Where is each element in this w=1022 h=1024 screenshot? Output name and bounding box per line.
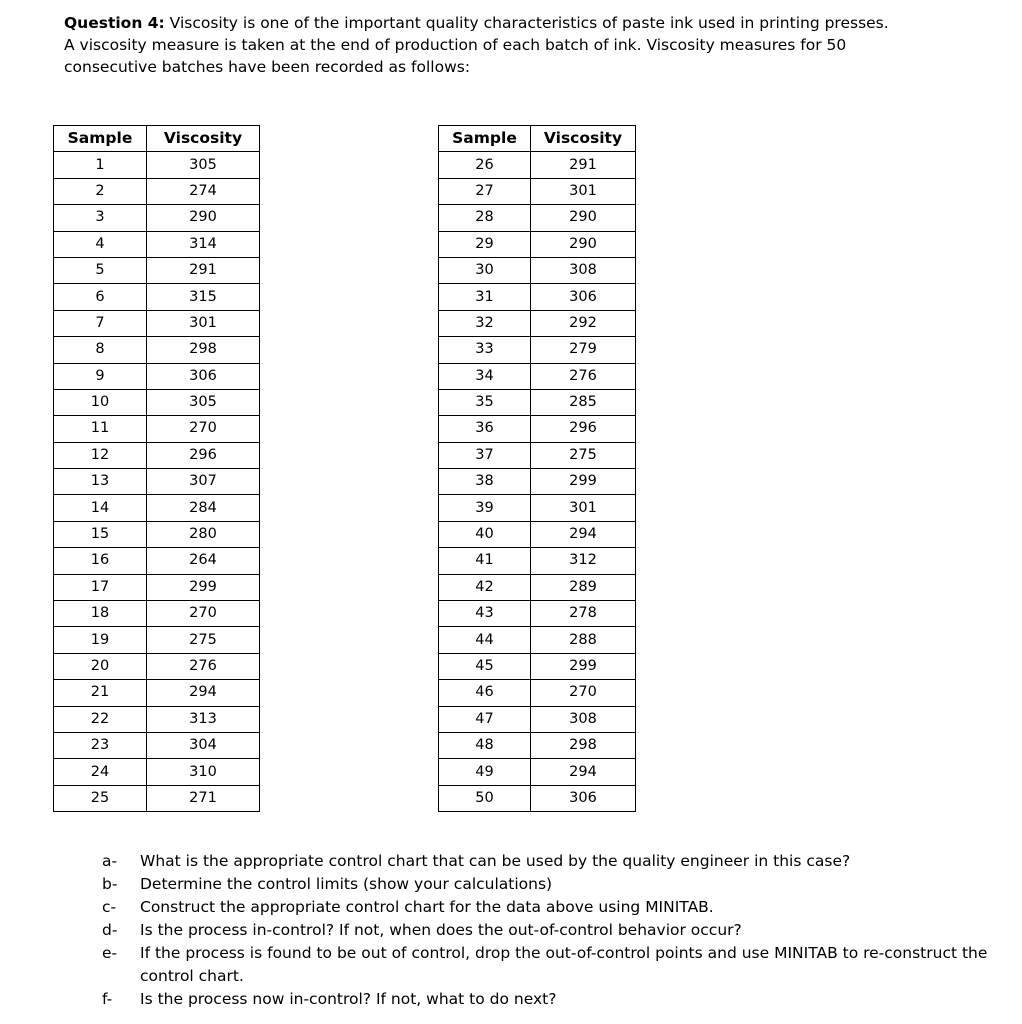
table-row	[54, 495, 260, 521]
table-row	[54, 284, 260, 310]
viscosity-cell: 306	[531, 785, 636, 811]
viscosity-cell: 312	[531, 548, 636, 574]
sample-cell: 27	[439, 178, 531, 204]
sample-cell: 31	[439, 284, 531, 310]
question-intro	[64, 12, 1022, 78]
viscosity-cell: 298	[147, 337, 260, 363]
sample-cell: 44	[439, 627, 531, 653]
viscosity-cell: 278	[531, 601, 636, 627]
table-row	[439, 231, 636, 257]
viscosity-cell: 299	[147, 574, 260, 600]
viscosity-cell: 275	[147, 627, 260, 653]
sample-cell: 8	[54, 337, 147, 363]
viscosity-cell: 280	[147, 521, 260, 547]
question-letter: e-	[102, 944, 118, 962]
intro-line-1-text: Viscosity is one of the important quality characteristics of paste ink used in printing presses.	[164, 14, 889, 32]
table-row	[439, 152, 636, 178]
viscosity-cell: 294	[531, 521, 636, 547]
table-row	[439, 732, 636, 758]
intro-line-3: consecutive batches have been recorded as follows:	[64, 58, 471, 76]
sample-cell: 28	[439, 205, 531, 231]
viscosity-cell: 291	[147, 257, 260, 283]
viscosity-cell: 270	[147, 601, 260, 627]
viscosity-cell: 299	[531, 653, 636, 679]
table-row	[54, 732, 260, 758]
viscosity-cell: 307	[147, 469, 260, 495]
question-list	[102, 850, 1022, 1011]
viscosity-cell: 290	[531, 231, 636, 257]
viscosity-cell: 298	[531, 732, 636, 758]
table-row	[54, 574, 260, 600]
viscosity-cell: 264	[147, 548, 260, 574]
table-row	[439, 310, 636, 336]
viscosity-table-left	[53, 125, 260, 812]
table-row	[54, 152, 260, 178]
sample-cell: 18	[54, 601, 147, 627]
table-row	[54, 521, 260, 547]
sample-cell: 1	[54, 152, 147, 178]
table-row	[439, 680, 636, 706]
viscosity-cell: 288	[531, 627, 636, 653]
sample-cell: 40	[439, 521, 531, 547]
sample-cell: 37	[439, 442, 531, 468]
viscosity-cell: 279	[531, 337, 636, 363]
table-row	[54, 785, 260, 811]
table-row	[54, 759, 260, 785]
table-row	[439, 521, 636, 547]
sample-cell: 35	[439, 389, 531, 415]
sample-cell: 24	[54, 759, 147, 785]
sample-cell: 4	[54, 231, 147, 257]
sample-cell: 39	[439, 495, 531, 521]
viscosity-cell: 290	[147, 205, 260, 231]
table-row	[54, 389, 260, 415]
viscosity-cell: 289	[531, 574, 636, 600]
question-item	[102, 919, 1022, 942]
table-row	[439, 759, 636, 785]
table-row	[54, 257, 260, 283]
viscosity-cell: 308	[531, 257, 636, 283]
sample-cell: 30	[439, 257, 531, 283]
table-row	[54, 601, 260, 627]
question-text: Construct the appropriate control chart for the data above using MINITAB.	[140, 898, 714, 916]
table-row	[439, 337, 636, 363]
viscosity-cell: 306	[147, 363, 260, 389]
sample-cell: 22	[54, 706, 147, 732]
table-row	[439, 548, 636, 574]
table-row	[54, 706, 260, 732]
table-row	[439, 257, 636, 283]
question-text: If the process is found to be out of control, drop the out-of-control points and use MINITAB to re-construct the control chart.	[140, 944, 988, 985]
viscosity-cell: 271	[147, 785, 260, 811]
sample-cell: 47	[439, 706, 531, 732]
sample-cell: 17	[54, 574, 147, 600]
viscosity-cell: 299	[531, 469, 636, 495]
viscosity-table-right	[438, 125, 636, 812]
table-row	[439, 205, 636, 231]
viscosity-cell: 296	[531, 416, 636, 442]
table-row	[439, 416, 636, 442]
viscosity-cell: 310	[147, 759, 260, 785]
sample-cell: 34	[439, 363, 531, 389]
viscosity-cell: 276	[147, 653, 260, 679]
viscosity-header: Viscosity	[531, 126, 636, 152]
sample-cell: 13	[54, 469, 147, 495]
table-row	[54, 627, 260, 653]
sample-cell: 42	[439, 574, 531, 600]
sample-cell: 38	[439, 469, 531, 495]
table-row	[439, 442, 636, 468]
sample-cell: 6	[54, 284, 147, 310]
table-row	[54, 469, 260, 495]
table-row	[54, 205, 260, 231]
table-row	[54, 680, 260, 706]
intro-line-2: A viscosity measure is taken at the end of production of each batch of ink. Viscosity measures for 50	[64, 36, 847, 54]
question-letter: d-	[102, 921, 118, 939]
sample-cell: 12	[54, 442, 147, 468]
viscosity-cell: 275	[531, 442, 636, 468]
viscosity-cell: 306	[531, 284, 636, 310]
question-item	[102, 850, 1022, 873]
table-header-row	[54, 126, 260, 152]
sample-cell: 50	[439, 785, 531, 811]
viscosity-cell: 315	[147, 284, 260, 310]
question-text: Is the process now in-control? If not, what to do next?	[140, 990, 557, 1008]
table-row	[439, 627, 636, 653]
viscosity-cell: 276	[531, 363, 636, 389]
question-item	[102, 942, 1022, 988]
viscosity-cell: 301	[531, 178, 636, 204]
sample-cell: 21	[54, 680, 147, 706]
question-letter: a-	[102, 852, 118, 870]
table-row	[54, 363, 260, 389]
viscosity-cell: 301	[147, 310, 260, 336]
viscosity-cell: 294	[147, 680, 260, 706]
question-item	[102, 896, 1022, 919]
viscosity-cell: 304	[147, 732, 260, 758]
table-row	[439, 178, 636, 204]
sample-cell: 45	[439, 653, 531, 679]
viscosity-cell: 313	[147, 706, 260, 732]
viscosity-cell: 292	[531, 310, 636, 336]
table-row	[439, 284, 636, 310]
sample-cell: 36	[439, 416, 531, 442]
question-text: Is the process in-control? If not, when does the out-of-control behavior occur?	[140, 921, 742, 939]
table-row	[439, 601, 636, 627]
sample-cell: 48	[439, 732, 531, 758]
table-header-row	[439, 126, 636, 152]
sample-header: Sample	[54, 126, 147, 152]
sample-cell: 43	[439, 601, 531, 627]
table-row	[54, 337, 260, 363]
sample-cell: 25	[54, 785, 147, 811]
viscosity-cell: 296	[147, 442, 260, 468]
viscosity-cell: 301	[531, 495, 636, 521]
question-item	[102, 988, 1022, 1011]
viscosity-cell: 305	[147, 389, 260, 415]
sample-cell: 2	[54, 178, 147, 204]
sample-cell: 49	[439, 759, 531, 785]
viscosity-cell: 285	[531, 389, 636, 415]
question-letter: f-	[102, 990, 113, 1008]
table-row	[439, 653, 636, 679]
viscosity-cell: 290	[531, 205, 636, 231]
sample-cell: 32	[439, 310, 531, 336]
intro-line-1	[64, 12, 1022, 34]
sample-cell: 19	[54, 627, 147, 653]
table-row	[54, 653, 260, 679]
table-row	[439, 389, 636, 415]
viscosity-cell: 305	[147, 152, 260, 178]
sample-cell: 46	[439, 680, 531, 706]
sample-cell: 5	[54, 257, 147, 283]
sample-cell: 41	[439, 548, 531, 574]
viscosity-cell: 270	[147, 416, 260, 442]
sample-cell: 23	[54, 732, 147, 758]
viscosity-cell: 270	[531, 680, 636, 706]
viscosity-cell: 314	[147, 231, 260, 257]
table-row	[439, 785, 636, 811]
table-row	[54, 310, 260, 336]
table-row	[439, 495, 636, 521]
sample-cell: 10	[54, 389, 147, 415]
table-row	[54, 442, 260, 468]
sample-cell: 15	[54, 521, 147, 547]
sample-cell: 7	[54, 310, 147, 336]
sample-cell: 29	[439, 231, 531, 257]
question-label: Question 4:	[64, 14, 165, 32]
table-row	[439, 574, 636, 600]
viscosity-cell: 294	[531, 759, 636, 785]
sample-cell: 3	[54, 205, 147, 231]
question-letter: b-	[102, 875, 118, 893]
question-item	[102, 873, 1022, 896]
table-row	[54, 178, 260, 204]
sample-cell: 11	[54, 416, 147, 442]
table-row	[439, 706, 636, 732]
viscosity-cell: 284	[147, 495, 260, 521]
sample-cell: 20	[54, 653, 147, 679]
sample-cell: 9	[54, 363, 147, 389]
table-row	[54, 416, 260, 442]
sample-cell: 16	[54, 548, 147, 574]
table-row	[54, 548, 260, 574]
sample-cell: 14	[54, 495, 147, 521]
question-text: Determine the control limits (show your calculations)	[140, 875, 553, 893]
viscosity-cell: 291	[531, 152, 636, 178]
table-row	[439, 469, 636, 495]
sample-header: Sample	[439, 126, 531, 152]
table-row	[439, 363, 636, 389]
viscosity-cell: 274	[147, 178, 260, 204]
question-text: What is the appropriate control chart that can be used by the quality engineer in this case?	[140, 852, 851, 870]
table-row	[54, 231, 260, 257]
viscosity-header: Viscosity	[147, 126, 260, 152]
sample-cell: 26	[439, 152, 531, 178]
viscosity-cell: 308	[531, 706, 636, 732]
sample-cell: 33	[439, 337, 531, 363]
question-letter: c-	[102, 898, 117, 916]
